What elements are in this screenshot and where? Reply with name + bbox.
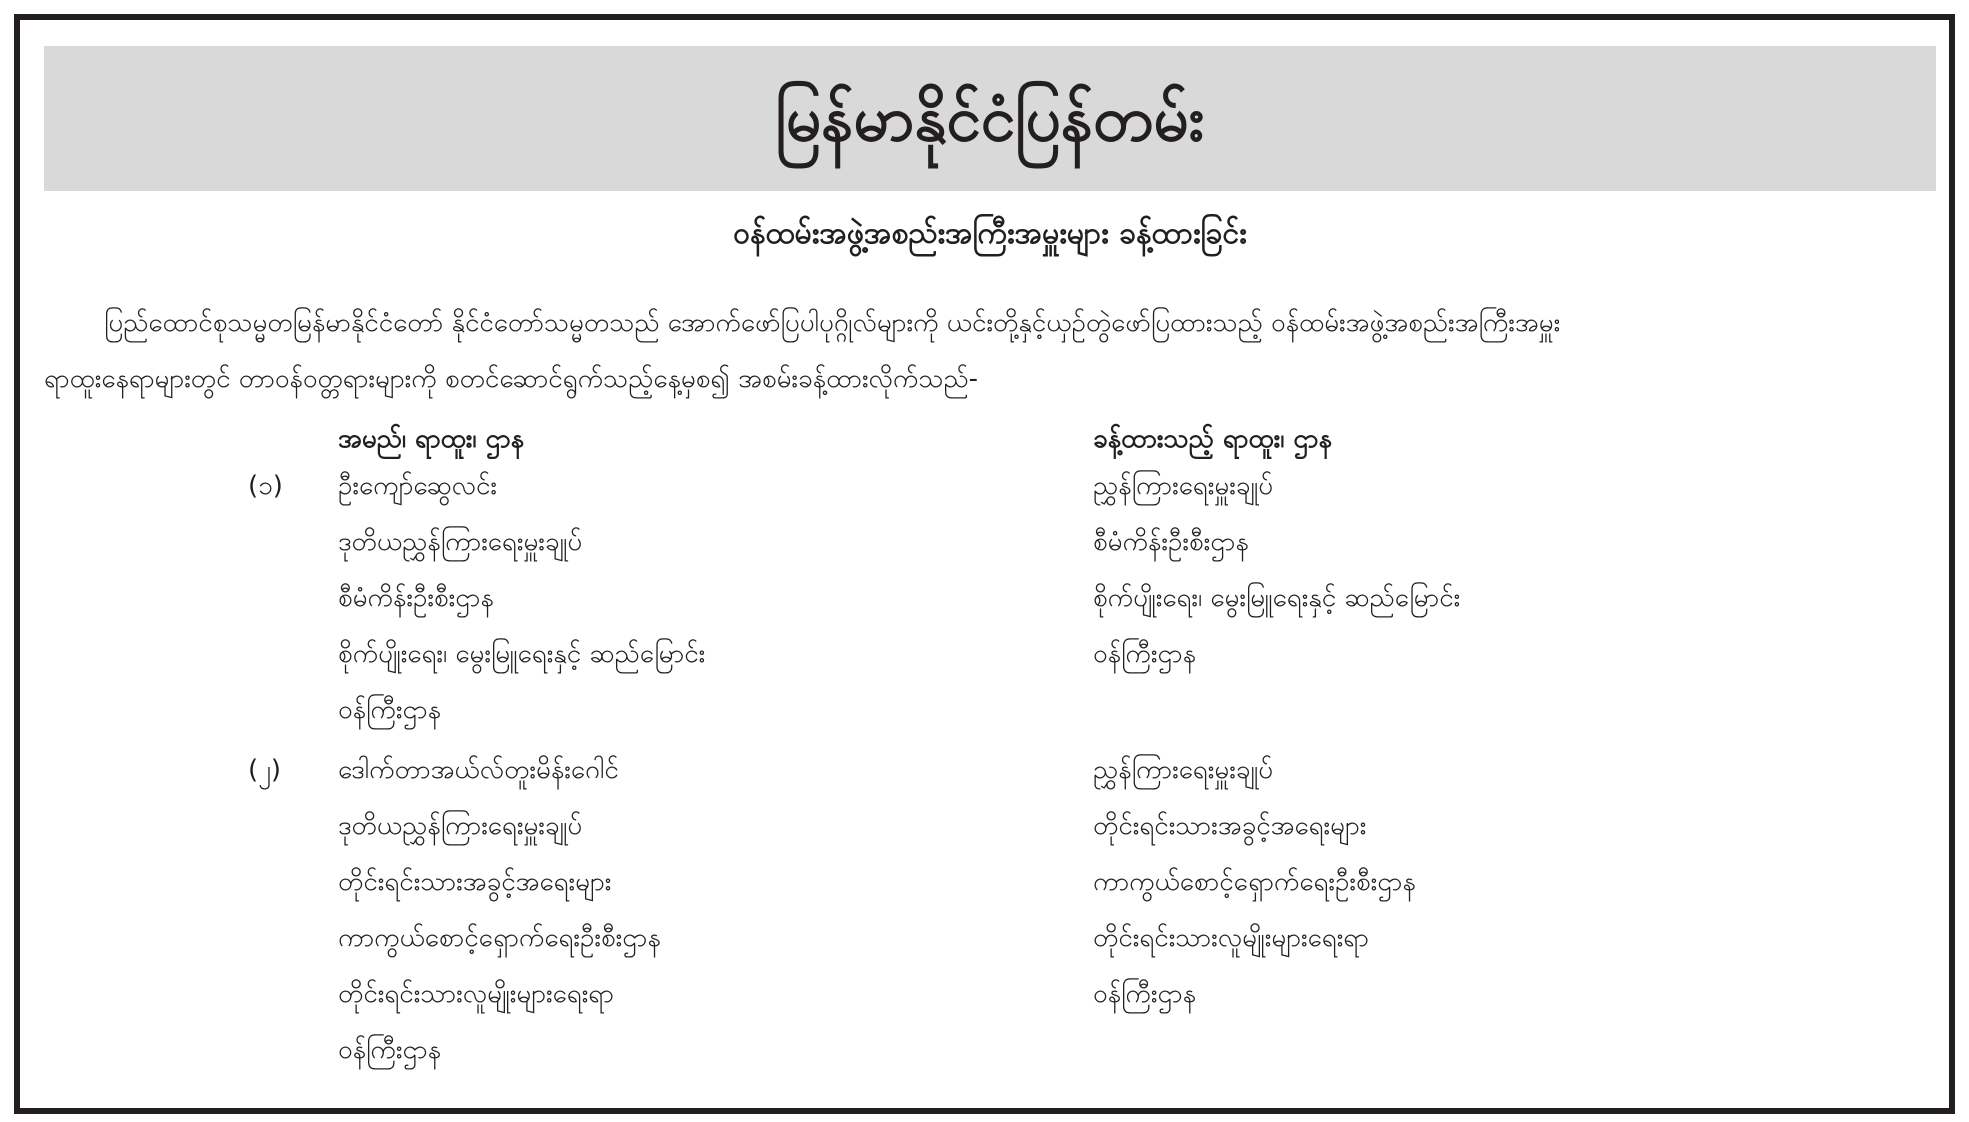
- entry-number: (၁): [248, 471, 283, 501]
- entry-line: စိုက်ပျိုးရေး၊ မွေးမြူရေးနှင့် ဆည်မြောင်း: [1093, 583, 1461, 613]
- gazette-title: မြန်မာနိုင်ငံပြန်တမ်း: [775, 81, 1205, 155]
- intro-line: ရာထူးနေရာများတွင် တာဝန်ဝတ္တရားများကို စတင်ဆောင်ရွက်သည့်နေ့မှစ၍ အစမ်းခန့်ထားလိုက်သည်-: [44, 364, 979, 394]
- gazette-banner: [44, 46, 1936, 191]
- entry-line: ဝန်ကြီးဌာန: [1093, 979, 1197, 1009]
- entry-name: ဒေါက်တာအယ်လ်တူးမိန်းဂေါင်: [338, 755, 619, 785]
- entry-line: ဝန်ကြီးဌာန: [1093, 639, 1197, 669]
- entry-appointed-position: [1093, 742, 1416, 1022]
- left-column-header: အမည်၊ ရာထူး၊ ဌာန: [338, 424, 525, 454]
- notice-subtitle: ဝန်ထမ်းအဖွဲ့အစည်းအကြီးအမှူးများ ခန့်ထားခြင်း: [733, 216, 1247, 251]
- entry-line: ဝန်ကြီးဌာန: [338, 1035, 442, 1065]
- entry-number: (၂): [248, 755, 282, 785]
- entry-name: ဦးကျော်ဆွေလင်း: [338, 471, 498, 501]
- entry-line: တိုင်းရင်းသားအခွင့်အရေးများ: [338, 867, 612, 897]
- entry-line: စီမံကိန်းဦးစီးဌာန: [338, 583, 494, 613]
- entry-line: တိုင်းရင်းသားအခွင့်အရေးများ: [1093, 811, 1367, 841]
- right-column-header: ခန့်ထားသည့် ရာထူး၊ ဌာန: [1093, 424, 1332, 454]
- entry-current-position: [338, 458, 705, 738]
- entry-line: ဒုတိယညွှန်ကြားရေးမှူးချုပ်: [338, 527, 583, 557]
- entry-line: ဒုတိယညွှန်ကြားရေးမှူးချုပ်: [338, 811, 583, 841]
- entry-line: စီမံကိန်းဦးစီးဌာန: [1093, 527, 1249, 557]
- entry-line: ညွှန်ကြားရေးမှူးချုပ်: [1093, 471, 1274, 501]
- entry-line: တိုင်းရင်းသားလူမျိုးများရေးရာ: [338, 979, 614, 1009]
- entry-current-position: [338, 742, 661, 1078]
- entry-line: ကာကွယ်စောင့်ရှောက်ရေးဦးစီးဌာန: [338, 923, 661, 953]
- entry-line: တိုင်းရင်းသားလူမျိုးများရေးရာ: [1093, 923, 1369, 953]
- entry-line: ကာကွယ်စောင့်ရှောက်ရေးဦးစီးဌာန: [1093, 867, 1416, 897]
- entry-line: စိုက်ပျိုးရေး၊ မွေးမြူရေးနှင့် ဆည်မြောင်း: [338, 639, 706, 669]
- intro-line: ပြည်ထောင်စုသမ္မတမြန်မာနိုင်ငံတော် နိုင်ငံတော်သမ္မတသည် အောက်ဖော်ပြပါပုဂ္ဂိုလ်များကို ယင်းတို့နှင့်ယှဉ်တွဲဖော်ပြထားသည့် ဝန်ထမ်းအဖွဲ့အစည်းအကြီးအမှူး: [104, 308, 1561, 338]
- entry-appointed-position: [1093, 458, 1460, 682]
- intro-paragraph: [44, 295, 1934, 407]
- entry-line: ဝန်ကြီးဌာန: [338, 695, 442, 725]
- entry-line: ညွှန်ကြားရေးမှူးချုပ်: [1093, 755, 1274, 785]
